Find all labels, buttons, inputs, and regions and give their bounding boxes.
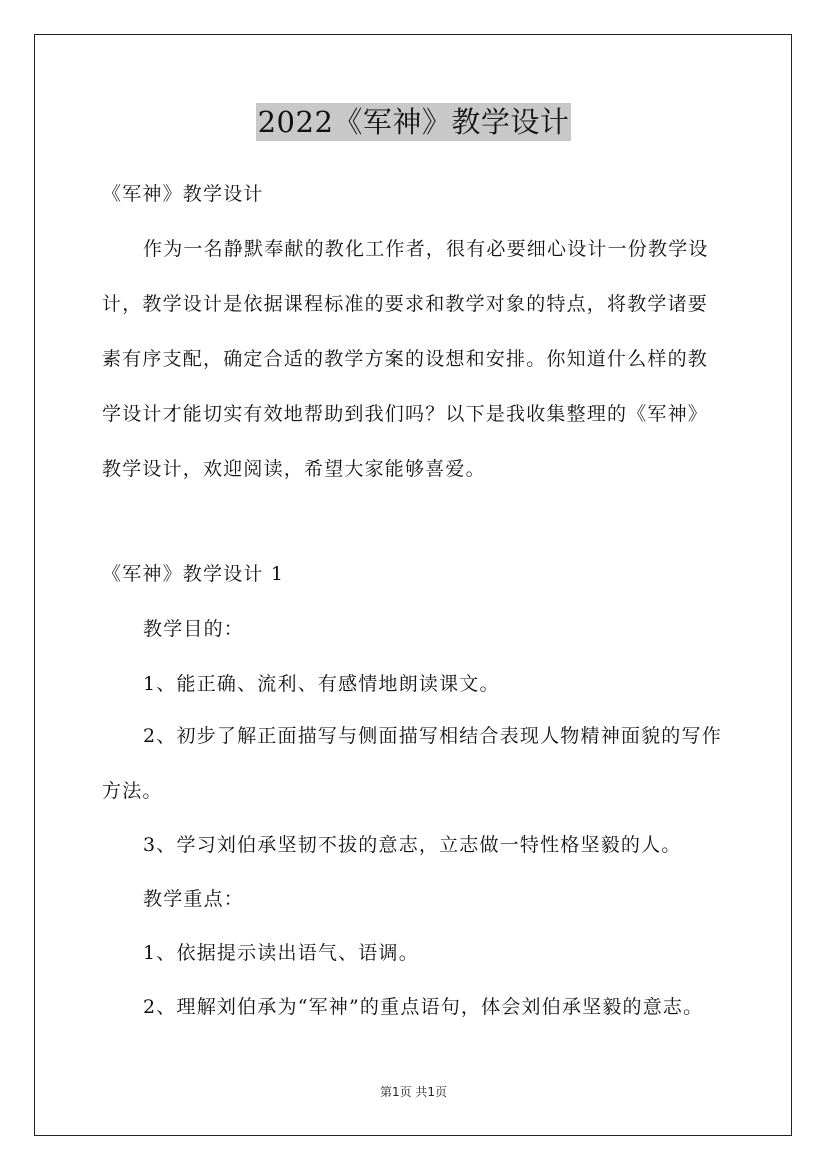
page-footer: 第1页 共1页 [379, 1085, 448, 1099]
goals-heading: 教学目的： [143, 618, 245, 640]
intro-line-1: 作为一名静默奉献的教化工作者，很有必要细心设计一份教学设 [143, 238, 709, 260]
section-heading: 《军神》教学设计 1 [102, 563, 285, 585]
document-subtitle: 《军神》教学设计 [102, 183, 264, 205]
intro-line-4: 学设计才能切实有效地帮助到我们吗？以下是我收集整理的《军神》 [102, 403, 709, 425]
goal-item-2-line-2: 方法。 [102, 780, 163, 802]
goal-item-3: 3、学习刘伯承坚韧不拔的意志，立志做一特性格坚毅的人。 [143, 834, 682, 856]
intro-line-2: 计，教学设计是依据课程标准的要求和教学对象的特点，将教学诸要 [102, 293, 709, 315]
key-heading: 教学重点： [143, 888, 245, 910]
title-container [0, 103, 827, 141]
key-item-1: 1、依据提示读出语气、语调。 [143, 942, 419, 964]
intro-line-3: 素有序支配，确定合适的教学方案的设想和安排。你知道什么样的教 [102, 348, 709, 370]
goal-item-1: 1、能正确、流利、有感情地朗读课文。 [143, 673, 500, 695]
key-item-2: 2、理解刘伯承为“军神”的重点语句，体会刘伯承坚毅的意志。 [143, 996, 704, 1018]
intro-line-5: 教学设计，欢迎阅读，希望大家能够喜爱。 [102, 458, 486, 480]
goal-item-2-line-1: 2、初步了解正面描写与侧面描写相结合表现人物精神面貌的写作 [143, 725, 722, 747]
document-title[interactable]: 2022《军神》教学设计 [257, 105, 570, 139]
